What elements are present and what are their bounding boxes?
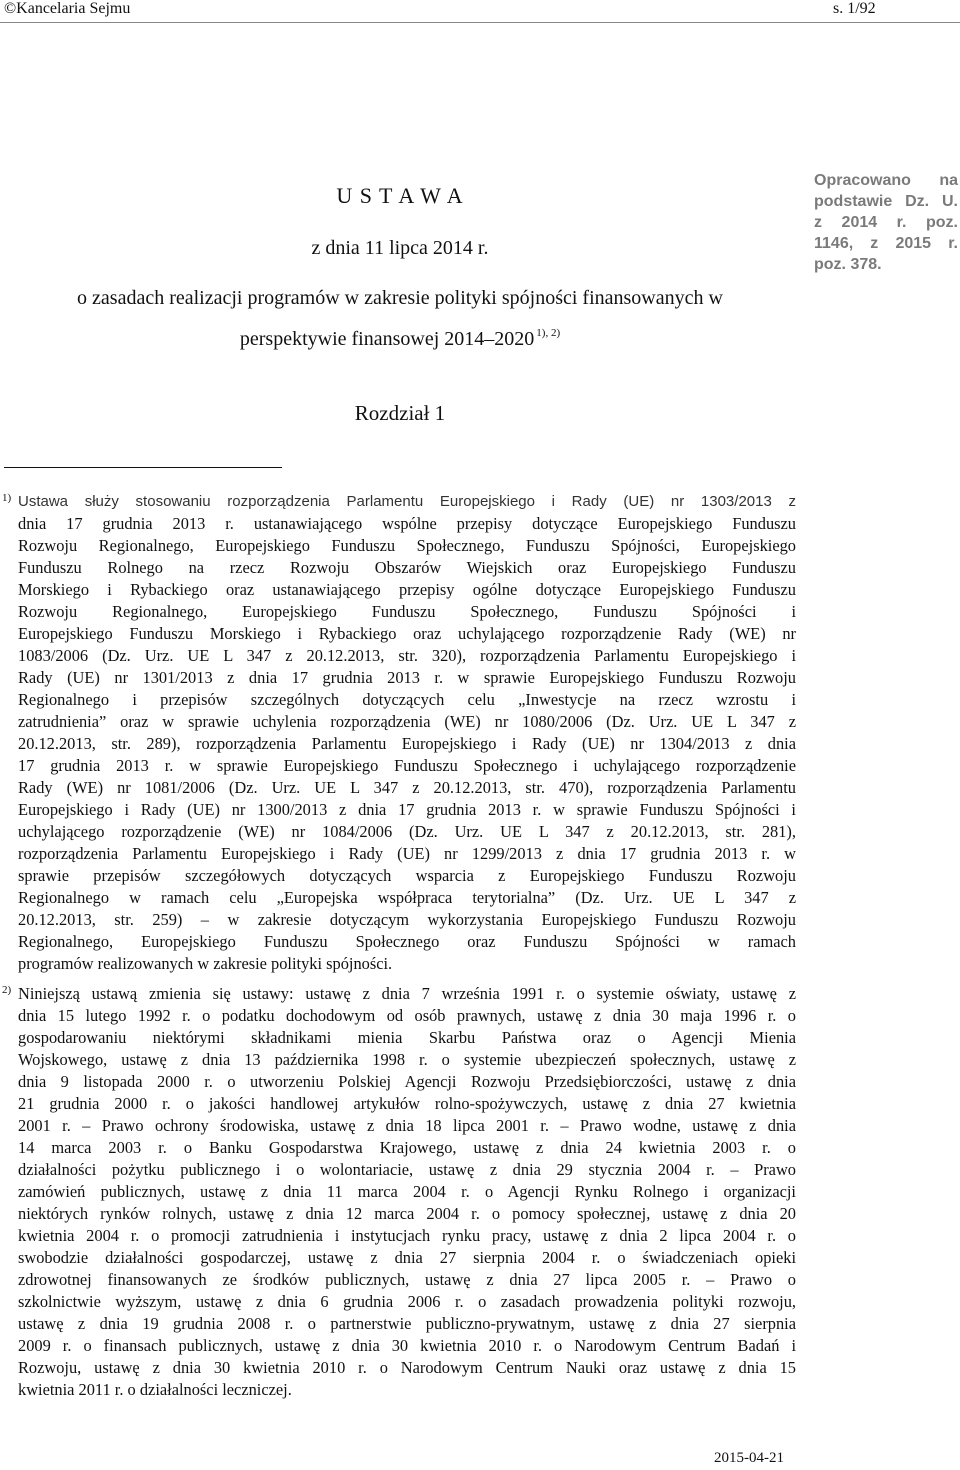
act-title-line-2-text: perspektywie finansowej 2014–2020 — [239, 328, 535, 350]
footnote-line: 20.12.2013, str. 289), rozporządzenia Parlamentu Europejskiego i Rady (UE) nr 1304/2013 z dnia — [18, 734, 796, 753]
footnote-line: Rozwoju, ustawę z dnia 30 kwietnia 2010 r. o Narodowym Centrum Nauki oraz ustawę z dnia 15 — [18, 1358, 796, 1377]
footnote-line: swobodzie działalności gospodarczej, ustawę z dnia 27 sierpnia 2004 r. o świadczeniach opieki — [18, 1248, 796, 1267]
source-note — [814, 170, 958, 275]
footnote-line: Morskiego i Rybackiego oraz ustanawiającego przepisy ogólne dotyczące Europejskiego Funduszu — [18, 580, 796, 599]
footnote-mark: 2) — [2, 984, 12, 996]
footnote-line: dnia 17 grudnia 2013 r. ustanawiającego wspólne przepisy dotyczące Europejskiego Funduszu — [18, 514, 796, 533]
header-divider — [0, 22, 960, 23]
footnote-line: sprawie przepisów szczegółowych dotyczących wsparcia z Europejskiego Funduszu Rozwoju — [18, 866, 796, 885]
footnote-line: szkolnictwie wyższym, ustawę z dnia 6 grudnia 2006 r. o zasadach prowadzenia polityki rozwoju, — [18, 1292, 796, 1311]
page-number: s. 1/92 — [833, 0, 876, 17]
footnote-line: gospodarowaniu niektórymi składnikami mienia Skarbu Państwa oraz o Agencji Mienia — [18, 1028, 796, 1047]
act-title-line-2 — [0, 327, 800, 351]
act-date: z dnia 11 lipca 2014 r. — [311, 237, 489, 259]
footnote-line: programów realizowanych w zakresie polityki spójności. — [18, 954, 393, 973]
source-note-line: Opracowano na — [814, 172, 958, 189]
footnote-line: Europejskiego i Rady (UE) nr 1300/2013 z dnia 17 grudnia 2013 r. w sprawie Funduszu Spójności i — [18, 800, 796, 819]
footnote-references: 1), 2) — [536, 327, 561, 339]
footnote-2 — [2, 983, 796, 1401]
footnote-line: Regionalnego w ramach celu „Europejska współpraca terytorialna” (Dz. Urz. UE L 347 z — [18, 888, 796, 907]
footnote-divider — [4, 467, 282, 468]
footnote-line: Rozwoju Regionalnego, Europejskiego Funduszu Społecznego, Funduszu Spójności, Europejskiego — [18, 536, 796, 555]
chapter-heading: Rozdział 1 — [354, 401, 446, 425]
footnote-line: Wojskowego, ustawę z dnia 13 października 1998 r. o systemie ubezpieczeń społecznych, ustawę z — [18, 1050, 796, 1069]
footnote-line: Ustawa służy stosowaniu rozporządzenia Parlamentu Europejskiego i Rady (UE) nr 1303/2013 z — [18, 493, 796, 510]
act-title-line-1: o zasadach realizacji programów w zakresie polityki spójności finansowanych w — [77, 287, 723, 309]
source-note-line: z 2014 r. poz. — [814, 214, 958, 231]
footnote-line: rozporządzenia Parlamentu Europejskiego i Rady (UE) nr 1299/2013 z dnia 17 grudnia 2013 r. w — [18, 844, 796, 863]
footnote-line: zdrowotnej finansowanych ze środków publicznych, ustawę z dnia 27 lipca 2005 r. – Prawo o — [18, 1270, 796, 1289]
footnote-mark: 1) — [2, 492, 12, 504]
footnote-line: ustawę z dnia 19 grudnia 2008 r. o partnerstwie publiczno-prywatnym, ustawę z dnia 27 sierpnia — [18, 1314, 796, 1333]
footnote-line: 20.12.2013, str. 259) – w zakresie dotyczącym wykorzystania Europejskiego Funduszu Rozwoju — [18, 910, 796, 929]
footnote-line: zamówień publicznych, ustawę z dnia 11 marca 2004 r. o Agencji Rynku Rolnego i organizacji — [18, 1182, 796, 1201]
footnote-line: Rozwoju Regionalnego, Europejskiego Funduszu Społecznego, Funduszu Spójności i — [18, 602, 796, 621]
footnote-line: działalności pożytku publicznego i o wolontariacie, ustawę z dnia 29 stycznia 2004 r. – Prawo — [18, 1160, 796, 1179]
footnote-line: 2009 r. o finansach publicznych, ustawę z dnia 30 kwietnia 2010 r. o Narodowym Centrum Badań i — [18, 1336, 796, 1355]
source-note-line: 1146, z 2015 r. — [814, 235, 958, 252]
footnote-line: 17 grudnia 2013 r. w sprawie Europejskiego Funduszu Społecznego i uchylającego rozporządzenie — [18, 756, 796, 775]
footnote-line: Regionalnego i przepisów szczególnych dotyczących celu „Inwestycje na rzecz wzrostu i — [18, 690, 796, 709]
footnote-line: Rady (UE) nr 1301/2013 z dnia 17 grudnia 2013 r. w sprawie Europejskiego Funduszu Rozwoju — [18, 668, 796, 687]
footnote-line: 2001 r. – Prawo ochrony środowiska, ustawę z dnia 18 lipca 2001 r. – Prawo wodne, ustawę z dnia — [18, 1116, 796, 1135]
footnote-1 — [2, 491, 796, 975]
source-note-line: poz. 378. — [814, 256, 882, 273]
footnote-line: kwietnia 2004 r. o promocji zatrudnienia i instytucjach rynku pracy, ustawę z dnia 2 lipca 2004 r. o — [18, 1226, 796, 1245]
footnote-line: niektórych rynków rolnych, ustawę z dnia 12 marca 2004 r. o pomocy społecznej, ustawę z dnia 20 — [18, 1204, 796, 1223]
footnote-line: dnia 9 listopada 2000 r. o utworzeniu Polskiej Agencji Rozwoju Przedsiębiorczości, ustawę z dnia — [18, 1072, 796, 1091]
footnote-line: zatrudnienia” oraz w sprawie uchylenia rozporządzenia (WE) nr 1080/2006 (Dz. Urz. UE L 347 z — [18, 712, 796, 731]
footnote-line: Europejskiego Funduszu Morskiego i Rybackiego oraz uchylającego rozporządzenie Rady (WE) nr — [18, 624, 796, 643]
footnote-line: Rady (WE) nr 1081/2006 (Dz. Urz. UE L 347 z 20.12.2013, str. 470), rozporządzenia Parlamentu — [18, 778, 796, 797]
footnote-line: Regionalnego, Europejskiego Funduszu Społecznego oraz Funduszu Spójności w ramach — [18, 932, 796, 951]
act-type-heading: U S T A W A — [336, 183, 464, 208]
source-note-line: podstawie Dz. U. — [814, 193, 958, 210]
footnote-line: 21 grudnia 2000 r. o jakości handlowej artykułów rolno-spożywczych, ustawę z dnia 27 kwietnia — [18, 1094, 796, 1113]
footnote-line: 14 marca 2003 r. o Banku Gospodarstwa Krajowego, ustawę z dnia 24 kwietnia 2003 r. o — [18, 1138, 796, 1157]
footnote-line: kwietnia 2011 r. o działalności leczniczej. — [18, 1380, 292, 1399]
footnote-line: Niniejszą ustawą zmienia się ustawy: ustawę z dnia 7 września 1991 r. o systemie oświaty, ustawę z — [18, 984, 796, 1003]
header-publisher: ©Kancelaria Sejmu — [4, 0, 131, 17]
footnote-line: 1083/2006 (Dz. Urz. UE L 347 z 20.12.2013, str. 320), rozporządzenia Parlamentu Europejskiego i — [18, 646, 796, 665]
footnote-line: dnia 15 lutego 1992 r. o podatku dochodowym od osób prawnych, ustawę z dnia 30 maja 1996 r. o — [18, 1006, 796, 1025]
footnote-line: uchylającego rozporządzenie (WE) nr 1084/2006 (Dz. Urz. UE L 347 z 20.12.2013, str. 281), — [18, 822, 796, 841]
footer-date: 2015-04-21 — [714, 1450, 784, 1466]
footnote-line: Funduszu Rolnego na rzecz Rozwoju Obszarów Wiejskich oraz Europejskiego Funduszu — [18, 558, 796, 577]
